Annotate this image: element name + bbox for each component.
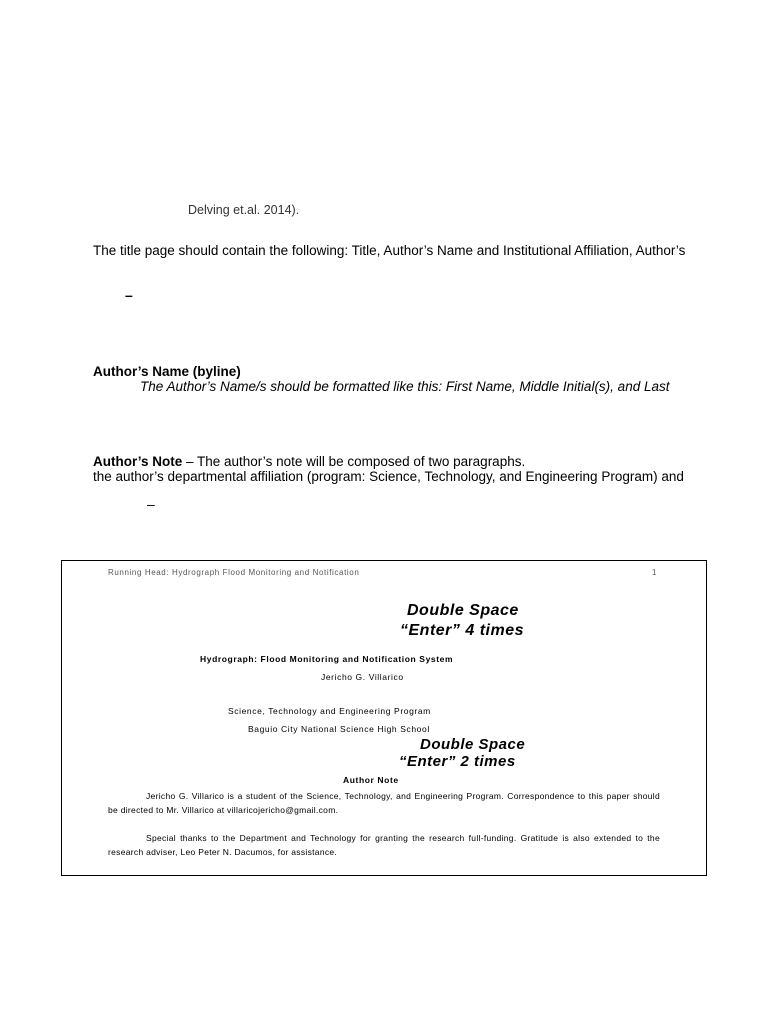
byline-text: The Author’s Name/s should be formatted like this: First Name, Middle Initial(s), and Last — [140, 379, 670, 394]
sample-note-paragraph: Jericho G. Villarico is a student of the Science, Technology, and Engineering Program. Correspondence to this paper should be directed to Mr. Villarico at villaricojericho@gmail.com. — [108, 791, 660, 815]
sample-page-number: 1 — [652, 568, 657, 577]
author-note-intro: – The author’s note will be composed of two paragraphs. — [182, 454, 526, 469]
annotation-double-space: Double Space — [420, 736, 526, 753]
title-page-paragraph: The title page should contain the following: Title, Author’s Name and Institutional Affiliation, Author’s — [93, 243, 686, 258]
sample-program: Science, Technology and Engineering Program — [228, 706, 431, 716]
annotation-enter-times: “Enter” 4 times — [400, 622, 524, 639]
annotation-double-space: Double Space — [407, 602, 519, 619]
citation-fragment: Delving et.al. 2014). — [188, 203, 300, 217]
author-note-line — [93, 454, 525, 469]
sample-author: Jericho G. Villarico — [321, 672, 404, 682]
sample-title-page — [61, 560, 707, 876]
sample-school: Baguio City National Science High School — [248, 724, 430, 734]
sample-author-note-heading: Author Note — [343, 775, 399, 785]
author-note-heading: Author’s Note — [93, 454, 183, 469]
sample-running-head: Running Head: Hydrograph Flood Monitoring and Notification — [108, 568, 360, 577]
byline-heading: Author’s Name (byline) — [93, 364, 241, 379]
dash-marker: – — [147, 496, 155, 512]
sample-note-paragraph: Special thanks to the Department and Technology for granting the research full-funding. Gratitude is also extended to the research adviser, Leo Peter N. Dacumos, for assistance. — [108, 833, 660, 857]
dash-marker: – — [125, 287, 133, 303]
affiliation-text: the author’s departmental affiliation (program: Science, Technology, and Engineering Program) and — [93, 469, 684, 484]
sample-paper-title: Hydrograph: Flood Monitoring and Notification System — [200, 654, 454, 664]
annotation-enter-times: “Enter” 2 times — [399, 753, 516, 770]
